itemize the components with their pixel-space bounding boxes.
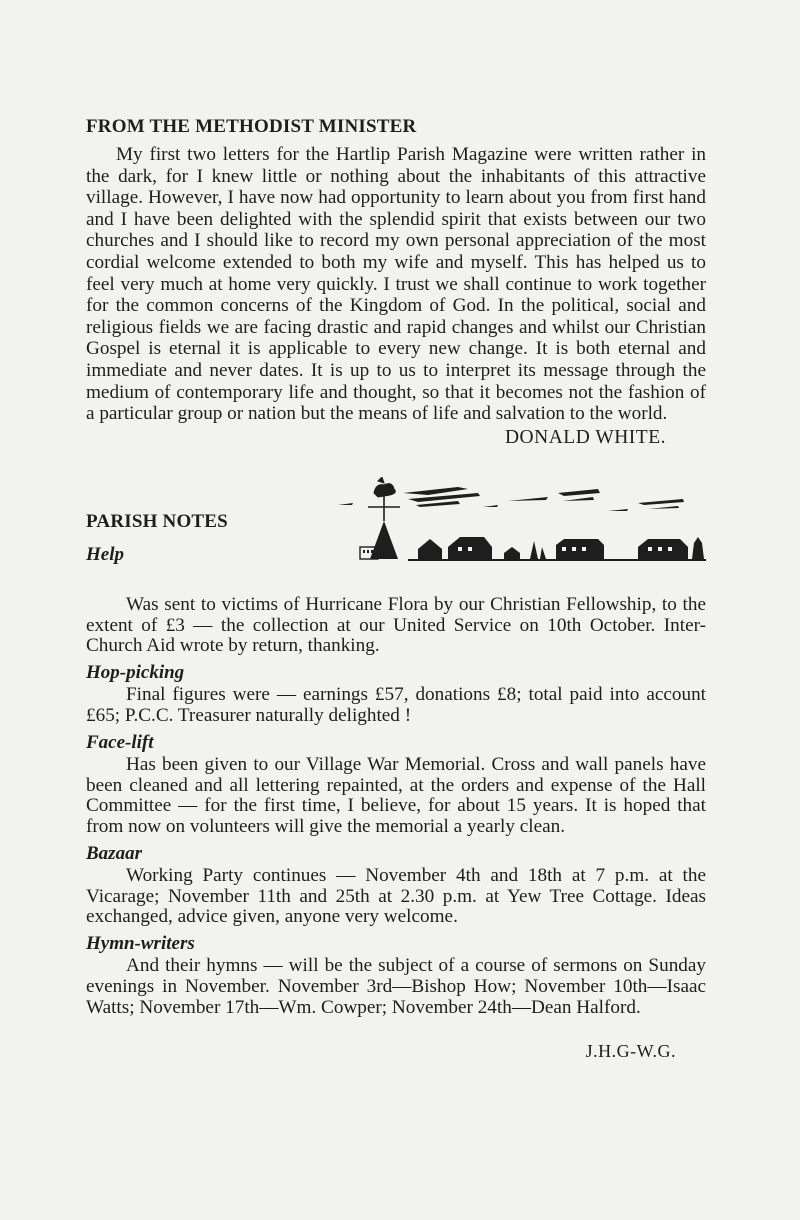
parish-notes	[86, 483, 706, 1062]
parish-notes-title: PARISH NOTES	[86, 510, 228, 532]
note-body-hymn-writers: And their hymns — will be the subject of a course of sermons on Sunday evenings in November. November 3rd—Bishop How; November 10th—Isaac Watts; November 17th—Wm. Cowper; November 24th—Dean Halford.	[86, 955, 706, 1018]
parish-notes-header	[86, 483, 706, 565]
minister-letter	[86, 116, 706, 449]
note-body-hop-picking: Final figures were — earnings £57, donations £8; total paid into account £65; P.C.C. Treasurer naturally delighted !	[86, 684, 706, 726]
minister-signature: DONALD WHITE.	[504, 426, 666, 448]
village-skyline-icon	[308, 477, 708, 567]
minister-letter-title: FROM THE METHODIST MINISTER	[86, 116, 417, 137]
note-heading-hymn-writers: Hymn-writers	[86, 933, 195, 955]
note-heading-bazaar: Bazaar	[86, 842, 142, 864]
minister-letter-body: My first two letters for the Hartlip Parish Magazine were written rather in the dark, for I knew little or nothing about the inhabitants of this attractive village. However, I have now had opportunity to learn about you from first hand and I have been delighted with the splendid spirit that exists between our two churches and I should like to record my own personal appreciation of the most cordial welcome extended to both my wife and myself. This has helped us to feel very much at home very quickly. I trust we shall continue to work together for the common concerns of the Kingdom of God. In the political, social and religious fields we are facing drastic and rapid changes and whilst our Christian Gospel is eternal it is applicable to every new change. It is both eternal and immediate and never dates. It is up to us to interpret its message through the medium of contemporary life and thought, so that it becomes not the fashion of a particular group or nation but the means of life and salvation to the world.	[86, 144, 706, 425]
note-heading-hop-picking: Hop-picking	[86, 662, 185, 684]
note-body-bazaar: Working Party continues — November 4th and 18th at 7 p.m. at the Vicarage; November 11th and 25th at 2.30 p.m. at Yew Tree Cottage. Ideas exchanged, advice given, anyone very welcome.	[86, 864, 706, 928]
note-body-help: Was sent to victims of Hurricane Flora by our Christian Fellowship, to the extent of £3 — the collection at our United Service on 10th October. Inter-Church Aid wrote by return, thanking.	[86, 593, 706, 657]
parish-notes-initials: J.H.G-W.G.	[585, 1040, 676, 1061]
note-body-face-lift: Has been given to our Village War Memorial. Cross and wall panels have been cleaned and all lettering repainted, at the orders and expense of the Hall Committee — for the first time, I believe, for about 15 years. It is hoped that from now on volunteers will give the memorial a yearly clean.	[86, 753, 706, 838]
note-heading-face-lift: Face-lift	[86, 731, 154, 753]
note-heading-help: Help	[86, 543, 124, 565]
magazine-page	[86, 116, 706, 1062]
